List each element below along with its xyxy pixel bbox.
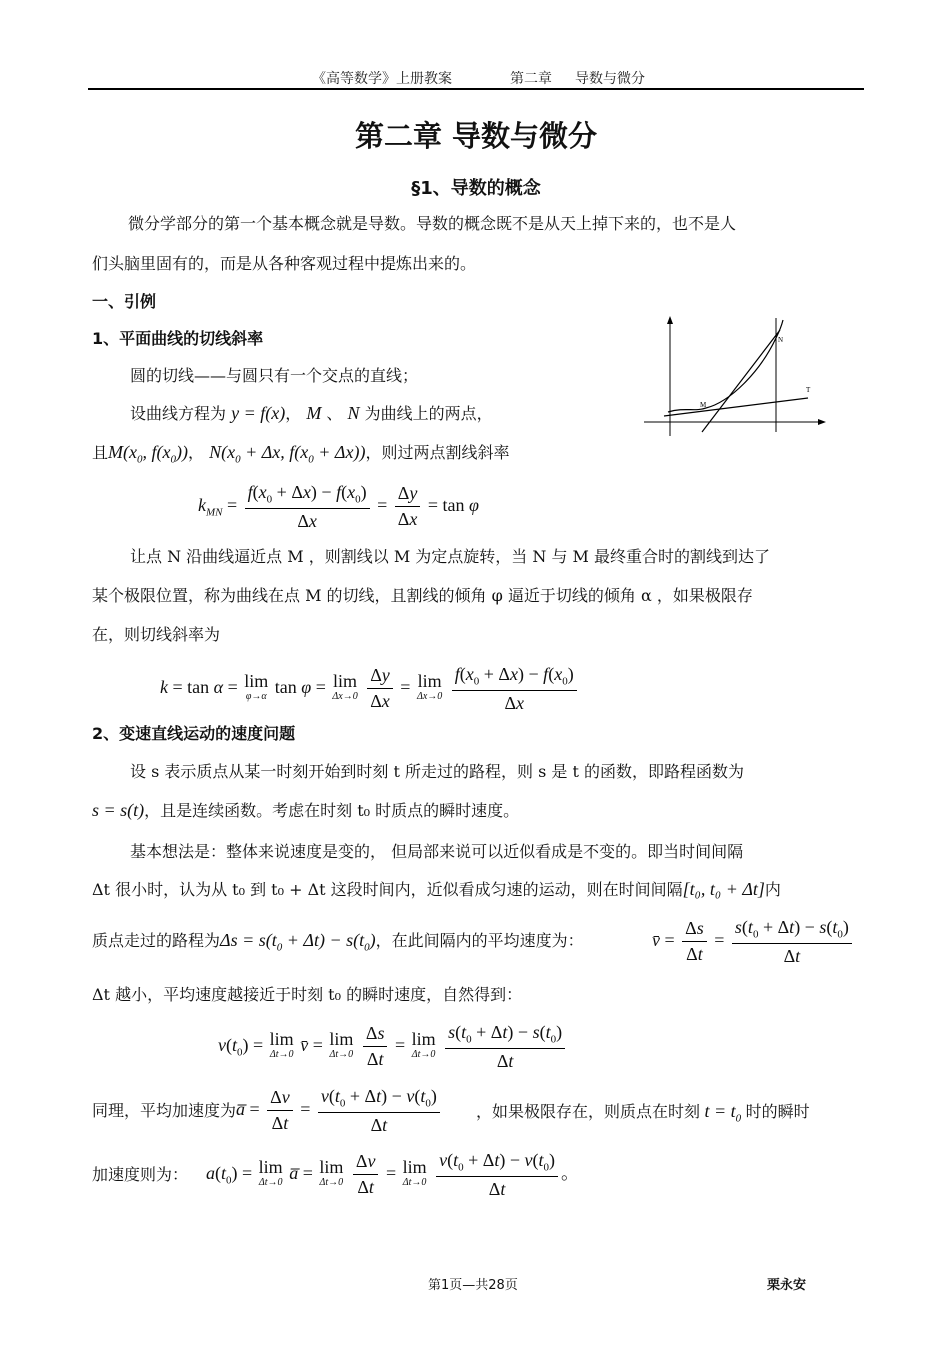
accel-line-1: [92, 1100, 236, 1122]
part-heading: 一、引例: [92, 292, 157, 311]
header-rule: [88, 88, 864, 90]
footer-author: 栗永安: [767, 1278, 807, 1293]
accel-end-mark: 。: [561, 1162, 580, 1183]
tangent-slope-formula: k = tan α = lim φ→α tan φ = lim Δx→0 $\frac{\Delta y}{\Delta x}$ = lim Δx→0 $\frac{f(x_0 + \Delta x) - f(x_0)}{\Delta x}$: [160, 664, 580, 714]
subsection-2-heading: 2、变速直线运动的速度问题: [92, 724, 296, 743]
circle-tangent-text: 圆的切线——与圆只有一个交点的直线；: [130, 366, 419, 385]
intro-line-1: 微分学部分的第一个基本概念就是导数。导数的概念既不是从天上掉下来的，也不是人: [128, 214, 737, 233]
instant-accel-formula: $a(t_0) = \lim$ Δt→0 a̅ = lim Δt→0 $\frac{\Delta v}{\Delta t}$ = lim Δt→0 $\frac{v(t_0 + \Delta t) - v(t_0)}{\Delta t}$ 。: [206, 1150, 580, 1199]
header-chapter: 第二章: [510, 71, 552, 87]
accel-line-1-rest: [476, 1100, 810, 1130]
points-post: ，则过两点割线斜率: [365, 443, 510, 462]
velocity-line-2: [92, 799, 519, 822]
instant-velocity-formula: $v(t_0) = \lim$ Δt→0 v̄ = lim Δt→0 $\frac{\Delta s}{\Delta t}$ = lim Δt→0 $\frac{s(t_0 + \Delta t) - s(t_0)}{\Delta t}$: [218, 1022, 568, 1072]
label-n: N: [778, 336, 784, 344]
idea-line-3: [92, 929, 584, 959]
time-eq: $t = t_0$: [700, 1101, 742, 1125]
velocity-line-2-text: ，且是连续函数。考虑在时刻 t₀ 时质点的瞬时速度。: [144, 801, 520, 820]
secant-tangent-diagram: [640, 312, 830, 440]
section-title: §1、导数的概念: [411, 178, 541, 199]
time-interval: [t₀, t₀ + Δt]: [682, 879, 765, 899]
idea-line-2: [92, 878, 781, 901]
footer-page-number: 第1页—共28页: [428, 1278, 518, 1293]
chapter-title: 第二章 导数与微分: [354, 119, 598, 153]
accel-line-1-mid: ，如果极限存在，则质点在时刻: [476, 1102, 701, 1121]
idea-line-3-mid: ，在此间隔内的平均速度为：: [375, 931, 584, 950]
label-m: M: [700, 401, 707, 409]
accel-line-1-end: 时的瞬时: [745, 1102, 810, 1121]
intro-line-2: 们头脑里固有的，而是从各种客观过程中提炼出来的。: [92, 254, 477, 273]
para-move-3: 在，则切线斜率为: [92, 625, 221, 644]
idea-line-2-end: 内: [764, 880, 781, 899]
secant-slope-formula: $k_{MN}$ = $\frac{f(x_0 + \Delta x) - f(x_0)}{\Delta x}$ = $\frac{\Delta y}{\Delta x}$ = tan φ: [198, 482, 479, 531]
point-m-formula: $M(x_0$, $f(x_0)$): [108, 442, 188, 466]
curve-equation-line: 设曲线方程为 y = f(x)， M 、 N 为曲线上的两点，: [130, 403, 493, 423]
distance-formula: $\Delta s = s(t_0 + \Delta t) - s(t_0)$: [220, 930, 376, 954]
label-t: T: [806, 386, 811, 394]
curve-eq-post: 为曲线上的两点，: [364, 404, 493, 423]
para-move-2: 某个极限位置，称为曲线在点 M 的切线，且割线的倾角 φ 逼近于切线的倾角 α ，如果极限存: [92, 586, 753, 605]
point-n-formula: $N(x_0 + \Delta x$, $f(x_0 + \Delta x)$): [209, 442, 366, 466]
header-doc-title: 《高等数学》上册教案: [312, 71, 452, 87]
average-accel-formula: a̅ = $\frac{\Delta v}{\Delta t}$ = $\frac{v(t_0 + \Delta t) - v(t_0)}{\Delta t}$: [236, 1086, 443, 1136]
curve-eq-formula: y = f(x): [231, 403, 286, 423]
point-names: M: [306, 403, 322, 423]
path-function: s = s(t): [92, 800, 145, 820]
idea-line-3-text: 质点走过的路程为: [92, 931, 221, 950]
para-move-1: 让点 N 沿曲线逼近点 M ，则割线以 M 为定点旋转，当 N 与 M 最终重合时的割线到达了: [130, 547, 771, 566]
average-velocity-formula: v̄ = $\frac{\Delta s}{\Delta t}$ = $\frac{s(t_0 + \Delta t) - s(t_0)}{\Delta t}$: [652, 917, 855, 967]
idea-line-1: 基本想法是：整体来说速度是变的， 但局部来说可以近似看成是不变的。即当时间间隔: [130, 842, 744, 861]
subsection-1-heading: 1、平面曲线的切线斜率: [92, 329, 264, 348]
accel-line-2: 加速度则为：: [92, 1165, 189, 1184]
idea-line-4: Δt 越小，平均速度越接近于时刻 t₀ 的瞬时速度，自然得到：: [92, 985, 523, 1004]
header-title: 导数与微分: [575, 71, 645, 87]
curve-eq-comma: ，: [285, 404, 302, 423]
curve-eq-text: 设曲线方程为: [130, 404, 227, 423]
idea-line-2-text: Δt 很小时，认为从 t₀ 到 t₀ + Δt 这段时间内，近似看成匀速的运动，则在时间间隔: [92, 880, 683, 899]
velocity-line-1: 设 s 表示质点从某一时刻开始到时刻 t 所走过的路程，则 s 是 t 的函数，即路程函数为: [130, 762, 744, 781]
points-pre: 且: [92, 443, 109, 462]
accel-line-1-text: 同理，平均加速度为: [92, 1101, 237, 1120]
points-line: 且$M(x_0$, $f(x_0)$)， $N(x_0 + \Delta x$, $f(x_0 + \Delta x)$)，则过两点割线斜率: [92, 442, 510, 466]
